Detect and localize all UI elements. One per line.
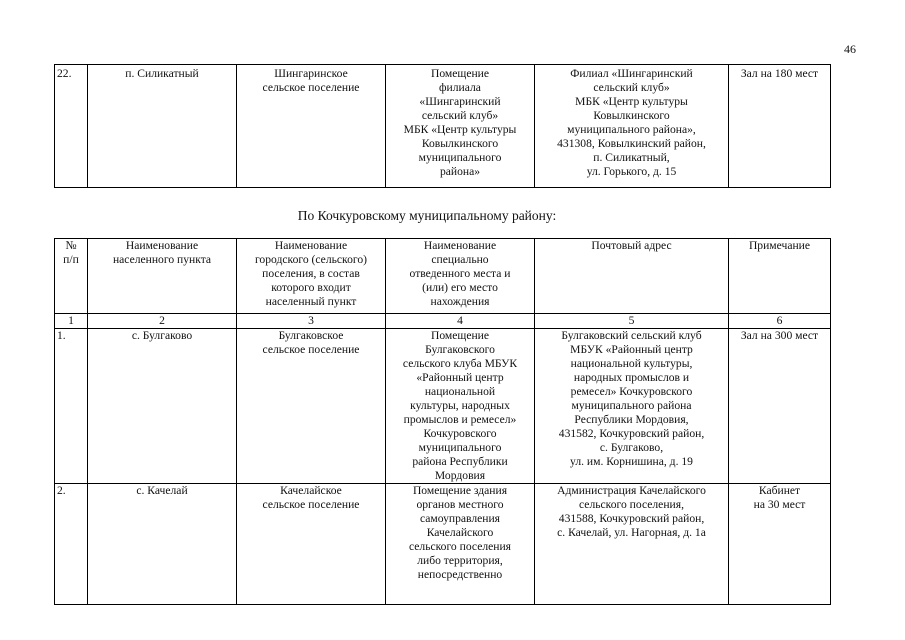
- index-cell: 5: [535, 314, 729, 329]
- cell-municipality: Шингаринское сельское поселение: [237, 65, 386, 188]
- cell-settlement: п. Силикатный: [88, 65, 237, 188]
- index-cell: 6: [729, 314, 831, 329]
- cell-address: Администрация Качелайского сельского поселения, 431588, Кочкуровский район, с. Качелай, ул. Нагорная, д. 1а: [535, 484, 729, 605]
- table-header-row: [55, 239, 831, 314]
- header-note: Примечание: [729, 239, 831, 314]
- table-row: [55, 329, 831, 484]
- page-number: 46: [844, 42, 856, 56]
- continued-table: [54, 64, 831, 188]
- header-place: Наименование специально отведенного места и (или) его место нахождения: [386, 239, 535, 314]
- cell-note: Зал на 300 мест: [729, 329, 831, 484]
- cell-number: 1.: [55, 329, 88, 484]
- cell-place: Помещение филиала «Шингаринский сельский клуб» МБК «Центр культуры Ковылкинского муниципального района»: [386, 65, 535, 188]
- cell-number: 22.: [55, 65, 88, 188]
- cell-note: Зал на 180 мест: [729, 65, 831, 188]
- section-heading: По Кочкуровскому муниципальному району:: [297, 208, 557, 223]
- cell-municipality: Качелайское сельское поселение: [237, 484, 386, 605]
- index-cell: 2: [88, 314, 237, 329]
- table-row: [55, 484, 831, 605]
- table-row: [55, 65, 831, 188]
- cell-settlement: с. Булгаково: [88, 329, 237, 484]
- cell-note: Кабинет на 30 мест: [729, 484, 831, 605]
- index-cell: 4: [386, 314, 535, 329]
- cell-place: Помещение здания органов местного самоуправления Качелайского сельского поселения либо территория, непосредственно: [386, 484, 535, 605]
- cell-settlement: с. Качелай: [88, 484, 237, 605]
- header-municipality: Наименование городского (сельского) поселения, в состав которого входит населенный пункт: [237, 239, 386, 314]
- cell-municipality: Булгаковское сельское поселение: [237, 329, 386, 484]
- index-cell: 1: [55, 314, 88, 329]
- cell-place: Помещение Булгаковского сельского клуба МБУК «Районный центр национальной культуры, народных промыслов и ремесел» Кочкуровского муниципального района Республики Мордовия: [386, 329, 535, 484]
- cell-address: Филиал «Шингаринский сельский клуб» МБК «Центр культуры Ковылкинского муниципального района», 431308, Ковылкинский район, п. Силикатный, ул. Горького, д. 15: [535, 65, 729, 188]
- header-address: Почтовый адрес: [535, 239, 729, 314]
- index-cell: 3: [237, 314, 386, 329]
- header-number: № п/п: [55, 239, 88, 314]
- cell-number: 2.: [55, 484, 88, 605]
- table-index-row: [55, 314, 831, 329]
- cell-address: Булгаковский сельский клуб МБУК «Районный центр национальной культуры, народных промыслов и ремесел» Кочкуровского муниципального района Республики Мордовия, 431582, Кочкуровский район, с. Булгаково, ул. им. Корнишина, д. 19: [535, 329, 729, 484]
- header-settlement: Наименование населенного пункта: [88, 239, 237, 314]
- district-table: [54, 238, 831, 605]
